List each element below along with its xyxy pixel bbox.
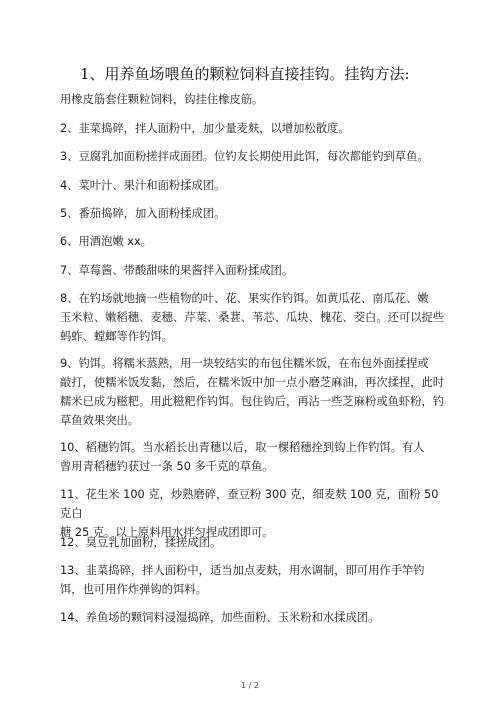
paragraph-4: 4、菜叶汁、果汁和面粉揉成团。 [60, 179, 226, 192]
paragraph-13: 13、韭菜捣碎，拌人面粉中，适当加点麦麸，用水调制，即可用作手竿钓 饵，也可用作炸弹钩的饵料。 [60, 564, 425, 596]
page-number: 1 / 2 [241, 681, 259, 690]
paragraph-11: 11、花生米 100 克，炒熟磨碎，蚕豆粉 300 克，细麦麸 100 克，面粉 50 克白 糖 25 克。以上原料用水拌匀捏成团即可。 [60, 488, 439, 539]
paragraph-intro: 用橡皮筋套住颗粒饲料，钩挂住橡皮筋。 [60, 93, 264, 106]
paragraph-14: 14、养鱼场的颗饲料浸湿捣碎，加些面粉、玉米粉和水揉成团。 [60, 611, 380, 624]
paragraph-12: 12、臭豆乳加面粉，揉搓成团。 [60, 536, 222, 549]
paragraph-3: 3、豆腐乳加面粉搓拌成面团。位钓友长期使用此饵，每次都能钓到草鱼。 [60, 150, 429, 163]
section-heading: 1、用养鱼场喂鱼的颗粒饲料直接挂钩。挂钩方法: [80, 65, 410, 83]
paragraph-8: 8、在钓场就地摘一些植物的叶、花、果实作钓饵。如黄瓜花、南瓜花、嫩 玉米粒、嫩稻穗、麦穗、芹菜、桑葚、苇芯、瓜块、槐花、茭白。还可以捉些 蚂蚱、螳螂等作钓饵。 [60, 292, 445, 343]
paragraph-5: 5、番茄捣碎，加入面粉揉成团。 [60, 207, 226, 220]
paragraph-9: 9、钓饵。将糯米蒸熟，用一块较结实的布包住糯米饭，在布包外面揉捏或 敲打，使糯米饭发黏，然后，在糯米饭中加一点小磨芝麻油，再次揉捏，此时 糯米已成为糍粑。用此糍粑作钓饵。包住钩后，再沾一些芝麻粉或鱼虾粉，钓 草鱼效果突出。 [60, 357, 445, 427]
paragraph-6: 6、用酒泡嫩 xx。 [60, 235, 152, 248]
paragraph-10: 10、稻穗钓饵。当水稻长出青穗以后，取一棵稻穗拴到钩上作钓饵。有人 曾用青稻穗钓获过一条 50 多千克的草鱼。 [60, 441, 425, 473]
paragraph-7: 7、草莓酱、带酸甜味的果酱拌入面粉揉成团。 [60, 264, 294, 277]
paragraph-2: 2、韭菜捣碎，拌人面粉中，加少量麦麸，以增加松散度。 [60, 122, 350, 135]
